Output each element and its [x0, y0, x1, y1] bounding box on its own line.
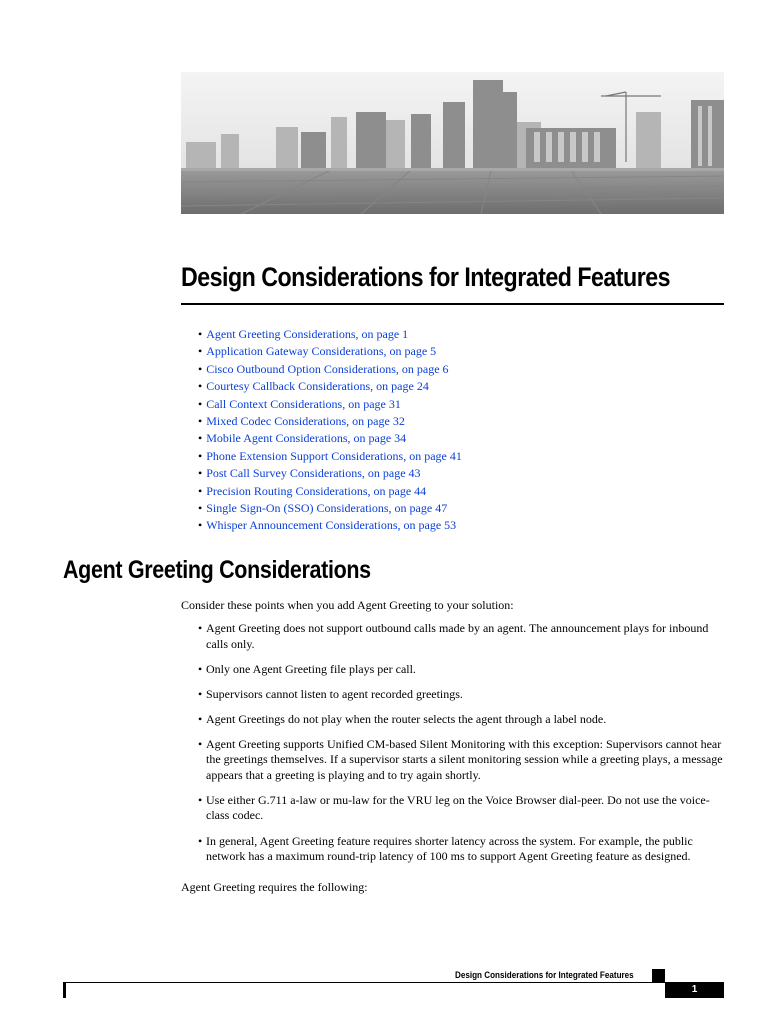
bullet-icon: •: [198, 833, 203, 848]
considerations-list: [198, 621, 728, 874]
list-item: [198, 662, 728, 678]
toc-item: [198, 430, 462, 447]
toc-link[interactable]: Precision Routing Considerations, on page 44: [206, 483, 427, 498]
toc-link[interactable]: Mobile Agent Considerations, on page 34: [206, 431, 407, 446]
list-item-text: Agent Greetings do not play when the router selects the agent through a label node.: [206, 711, 607, 726]
bullet-icon: •: [198, 483, 203, 498]
section-heading: Agent Greeting Considerations: [63, 556, 371, 584]
bullet-icon: •: [198, 686, 203, 701]
section-outro: Agent Greeting requires the following:: [181, 880, 368, 894]
bullet-icon: •: [198, 466, 203, 481]
bullet-icon: •: [198, 414, 203, 429]
toc-link[interactable]: Post Call Survey Considerations, on page 43: [206, 466, 421, 481]
list-item: [198, 793, 728, 824]
page-number: 1: [691, 984, 698, 995]
list-item: [198, 712, 728, 728]
bullet-icon: •: [198, 344, 203, 359]
chapter-title: Design Considerations for Integrated Features: [181, 262, 671, 292]
toc-item: [198, 517, 462, 534]
toc-item: [198, 413, 462, 430]
toc-link[interactable]: Cisco Outbound Option Considerations, on page 6: [206, 361, 449, 376]
toc-link[interactable]: Agent Greeting Considerations, on page 1: [206, 327, 409, 341]
list-item: [198, 621, 728, 652]
list-item-text: Only one Agent Greeting file plays per call.: [206, 661, 416, 676]
title-rule: [181, 303, 724, 305]
toc-link[interactable]: Phone Extension Support Considerations, on page 41: [206, 448, 462, 463]
footer-title: Design Considerations for Integrated Features: [455, 970, 634, 980]
bullet-icon: •: [198, 736, 203, 751]
toc-item: [198, 326, 462, 343]
toc-item: [198, 500, 462, 517]
toc-link[interactable]: Mixed Codec Considerations, on page 32: [206, 414, 405, 429]
bullet-icon: •: [198, 711, 203, 726]
list-item: [198, 737, 728, 784]
bullet-icon: •: [198, 327, 203, 341]
toc-item: [198, 361, 462, 378]
bullet-icon: •: [198, 448, 203, 463]
toc-link[interactable]: Single Sign-On (SSO) Considerations, on page 47: [206, 501, 448, 516]
toc-item: [198, 343, 462, 360]
list-item: [198, 687, 728, 703]
toc-link[interactable]: Whisper Announcement Considerations, on page 53: [206, 518, 457, 533]
bullet-icon: •: [198, 792, 203, 807]
footer-rule: [63, 982, 724, 983]
city-skyline-banner-image: [181, 72, 724, 214]
toc-item: [198, 465, 462, 482]
list-item-text: Agent Greeting does not support outbound calls made by an agent. The announcement plays for inbound calls only.: [206, 621, 709, 651]
toc-item: [198, 483, 462, 500]
list-item-text: Agent Greeting supports Unified CM-based Silent Monitoring with this exception: Supervisors cannot hear the greetings themselves. If a supervisor starts a silent monitoring session while a greeting plays, a message appears that a greeting is playing and to try again shortly.: [206, 736, 723, 782]
toc-item: [198, 448, 462, 465]
bullet-icon: •: [198, 379, 203, 394]
list-item: [198, 834, 728, 865]
bullet-icon: •: [198, 518, 203, 533]
footer-left-bar: [63, 982, 66, 998]
bullet-icon: •: [198, 621, 203, 635]
toc-link[interactable]: Courtesy Callback Considerations, on page 24: [206, 379, 429, 394]
bullet-icon: •: [198, 431, 203, 446]
toc-link[interactable]: Application Gateway Considerations, on page 5: [206, 344, 437, 359]
bullet-icon: •: [198, 661, 203, 676]
bullet-icon: •: [198, 501, 203, 516]
footer-marker: [652, 969, 665, 982]
bullet-icon: •: [198, 396, 203, 411]
chapter-toc-list: [198, 326, 462, 535]
toc-link[interactable]: Call Context Considerations, on page 31: [206, 396, 401, 411]
list-item-text: Use either G.711 a-law or mu-law for the VRU leg on the Voice Browser dial-peer. Do not use the voice-class codec.: [206, 792, 710, 823]
section-intro: Consider these points when you add Agent Greeting to your solution:: [181, 598, 514, 612]
toc-item: [198, 378, 462, 395]
bullet-icon: •: [198, 361, 203, 376]
list-item-text: Supervisors cannot listen to agent recorded greetings.: [206, 686, 463, 701]
list-item-text: In general, Agent Greeting feature requires shorter latency across the system. For example, the public network has a maximum round-trip latency of 100 ms to support Agent Greeting feature as designed.: [206, 833, 693, 864]
toc-item: [198, 396, 462, 413]
